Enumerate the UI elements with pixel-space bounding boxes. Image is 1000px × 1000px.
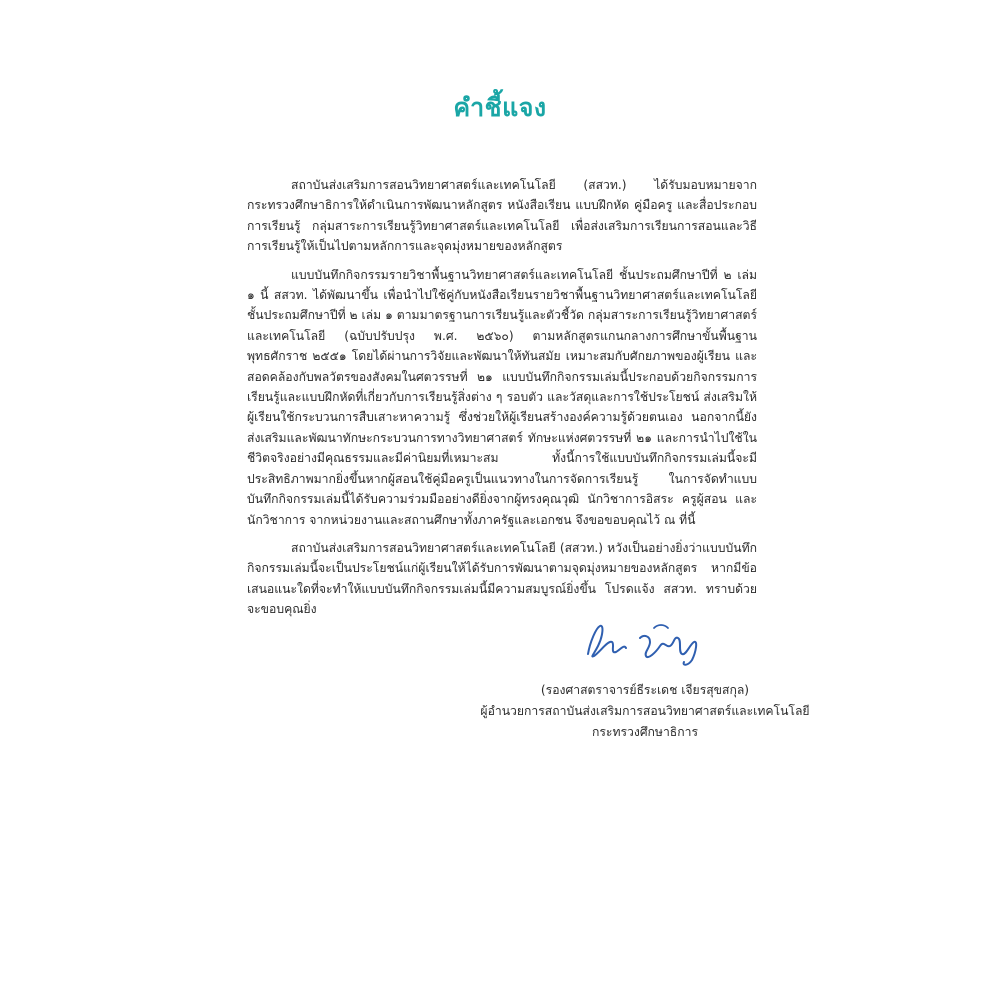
- page-title: คำชี้แจง: [453, 93, 547, 122]
- signatory-position: ผู้อำนวยการสถาบันส่งเสริมการสอนวิทยาศาสตร์และเทคโนโลยี: [480, 704, 810, 718]
- handwritten-signature: [570, 612, 720, 672]
- signatory-name: (รองศาสตราจารย์ธีระเดช เจียรสุขสกุล): [540, 683, 750, 697]
- signatory-organization: กระทรวงศึกษาธิการ: [591, 725, 699, 739]
- paragraph-3: สถาบันส่งเสริมการสอนวิทยาศาสตร์และเทคโนโลยี (สสวท.) หวังเป็นอย่างยิ่งว่าแบบบันทึกกิจกรรมเล่มนี้จะเป็นประโยชน์แก่ผู้เรียนให้ได้รับการพัฒนาตามจุดมุ่งหมายของหลักสูตร หากมีข้อเสนอแนะใดที่จะทำให้แบบบันทึกกิจกรรมเล่มนี้มีความสมบูรณ์ยิ่งขึ้น โปรดแจ้ง สสวท. ทราบด้วย จะขอบคุณยิ่ง: [247, 540, 757, 617]
- body-text: [247, 175, 757, 628]
- paragraph-2: แบบบันทึกกิจกรรมรายวิชาพื้นฐานวิทยาศาสตร์และเทคโนโลยี ชั้นประถมศึกษาปีที่ ๒ เล่ม ๑ นี้ สสวท. ได้พัฒนาขึ้น เพื่อนำไปใช้คู่กับหนังสือเรียนรายวิชาพื้นฐานวิทยาศาสตร์และเทคโนโลยี ชั้นประถมศึกษาปีที่ ๒ เล่ม ๑ ตามมาตรฐานการเรียนรู้และตัวชี้วัด กลุ่มสาระการเรียนรู้วิทยาศาสตร์และเทคโนโลยี (ฉบับปรับปรุง พ.ศ. ๒๕๖๐) ตามหลักสูตรแกนกลางการศึกษาขั้นพื้นฐาน พุทธศักราช ๒๕๕๑ โดยได้ผ่านการวิจัยและพัฒนาให้ทันสมัย เหมาะสมกับศักยภาพของผู้เรียน และสอดคล้องกับพลวัตรของสังคมในศตวรรษที่ ๒๑ แบบบันทึกกิจกรรมเล่มนี้ประกอบด้วยกิจกรรมการเรียนรู้และแบบฝึกหัดที่เกี่ยวกับการเรียนรู้สิ่งต่าง ๆ รอบตัว และวัสดุและการใช้ประโยชน์ ส่งเสริมให้ผู้เรียนใช้กระบวนการสืบเสาะหาความรู้ ซึ่งช่วยให้ผู้เรียนสร้างองค์ความรู้ด้วยตนเอง นอกจากนี้ยังส่งเสริมและพัฒนาทักษะกระบวนการทางวิทยาศาสตร์ ทักษะแห่งศตวรรษที่ ๒๑ และการนำไปใช้ในชีวิตจริงอย่างมีคุณธรรมและมีค่านิยมที่เหมาะสม ทั้งนี้การใช้แบบบันทึกกิจกรรมเล่มนี้จะมีประสิทธิภาพมากยิ่งขึ้นหากผู้สอนใช้คู่มือครูเป็นแนวทางในการจัดการเรียนรู้ ในการจัดทำแบบบันทึกกิจกรรมเล่มนี้ได้รับความร่วมมืออย่างดียิ่งจากผู้ทรงคุณวุฒิ นักวิชาการอิสระ ครูผู้สอน และนักวิชาการ จากหน่วยงานและสถานศึกษาทั้งภาครัฐและเอกชน จึงขอขอบคุณไว้ ณ ที่นี้: [247, 267, 757, 527]
- paragraph-1: สถาบันส่งเสริมการสอนวิทยาศาสตร์และเทคโนโลยี (สสวท.) ได้รับมอบหมายจากกระทรวงศึกษาธิการให้ดำเนินการพัฒนาหลักสูตร หนังสือเรียน แบบฝึกหัด คู่มือครู และสื่อประกอบการเรียนรู้ กลุ่มสาระการเรียนรู้วิทยาศาสตร์และเทคโนโลยี เพื่อส่งเสริมการเรียนการสอนและวิธีการเรียนรู้ให้เป็นไปตามหลักการและจุดมุ่งหมายของหลักสูตร: [247, 178, 757, 254]
- signature-block: [470, 680, 820, 743]
